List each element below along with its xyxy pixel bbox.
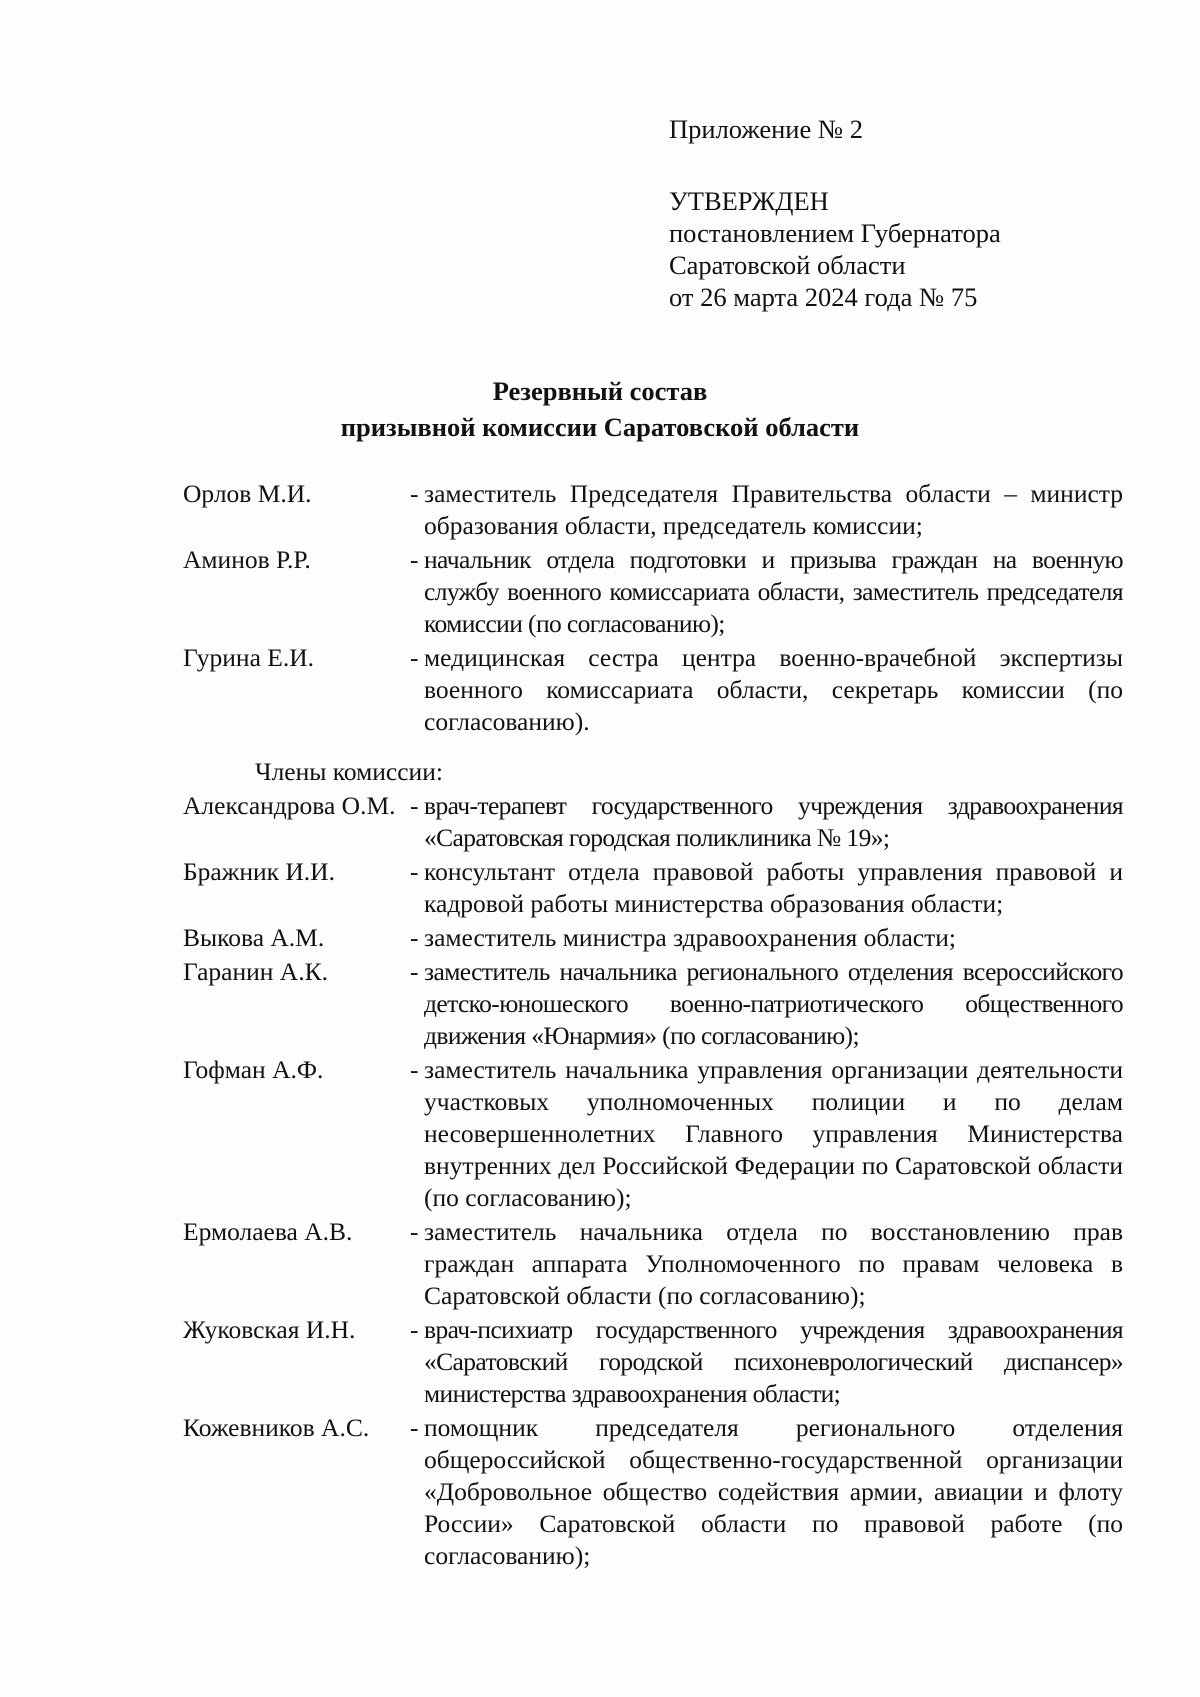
member-row	[183, 1054, 1123, 1214]
members-heading: Члены комиссии:	[255, 757, 443, 786]
dash-separator: -	[410, 1055, 419, 1084]
member-role: заместитель начальника регионального отделения всероссийского детско-юношеского военно-патриотического общественного движения «Юнармия» (по согласованию);	[424, 957, 1123, 1050]
leadership-list	[183, 478, 1123, 738]
title-line-1: Резервный состав	[492, 376, 708, 406]
dash-separator: -	[410, 545, 419, 574]
approved-label: УТВЕРЖДЕН	[669, 186, 829, 216]
member-name: Выкова А.М.	[183, 923, 325, 952]
member-name: Гурина Е.И.	[183, 643, 314, 672]
member-name: Жуковская И.Н.	[183, 1315, 356, 1344]
member-role: заместитель начальника управления организации деятельности участковых уполномоченных полиции и по делам несовершеннолетних Главного управления Министерства внутренних дел Российской Федерации по Саратовской области (по согласованию);	[424, 1055, 1123, 1212]
member-role: врач-терапевт государственного учреждения здравоохранения «Саратовская городская поликлиника № 19»;	[424, 791, 1123, 852]
member-row	[183, 922, 1123, 954]
member-name: Гофман А.Ф.	[183, 1055, 324, 1084]
dash-separator: -	[410, 1315, 419, 1344]
member-role: заместитель Председателя Правительства области – министр образования области, председатель комиссии;	[424, 479, 1123, 540]
member-role: врач-психиатр государственного учреждения здравоохранения «Саратовский городской психоневрологический диспансер» министерства здравоохранения области;	[424, 1315, 1123, 1408]
member-row	[183, 856, 1123, 920]
dash-separator: -	[410, 479, 419, 508]
dash-separator: -	[410, 857, 419, 886]
member-name: Орлов М.И.	[183, 479, 312, 508]
annex-number: Приложение № 2	[669, 114, 864, 144]
approval-region-line: Саратовской области	[669, 250, 906, 280]
member-name: Бражник И.И.	[183, 857, 335, 886]
member-row	[183, 544, 1123, 640]
member-row	[183, 1216, 1123, 1312]
approval-stamp-block	[669, 113, 1109, 313]
dash-separator: -	[410, 923, 419, 952]
dash-separator: -	[410, 1217, 419, 1246]
member-role: медицинская сестра центра военно-врачебной экспертизы военного комиссариата области, секретарь комиссии (по согласованию).	[424, 643, 1123, 736]
member-row	[183, 956, 1123, 1052]
member-name: Гаранин А.К.	[183, 957, 328, 986]
member-role: начальник отдела подготовки и призыва граждан на военную службу военного комиссариата области, заместитель председателя комиссии (по согласованию);	[424, 545, 1123, 638]
member-row	[183, 642, 1123, 738]
title-line-2: призывной комиссии Саратовской области	[340, 412, 860, 442]
member-row	[183, 1412, 1123, 1572]
approval-date-line: от 26 марта 2024 года № 75	[669, 282, 978, 312]
member-role: заместитель министра здравоохранения области;	[424, 923, 956, 952]
member-row	[183, 1314, 1123, 1410]
document-title	[0, 373, 1200, 445]
member-name: Александрова О.М.	[183, 791, 396, 820]
member-role: заместитель начальника отдела по восстановлению прав граждан аппарата Уполномоченного по правам человека в Саратовской области (по согласованию);	[424, 1217, 1123, 1310]
dash-separator: -	[410, 1413, 419, 1442]
members-list	[183, 790, 1123, 1572]
member-name: Ермолаева А.В.	[183, 1217, 353, 1246]
member-row	[183, 478, 1123, 542]
member-role: помощник председателя регионального отделения общероссийской общественно-государственной организации «Добровольное общество содействия армии, авиации и флоту России» Саратовской области по правовой работе (по согласованию);	[424, 1413, 1123, 1570]
member-role: консультант отдела правовой работы управления правовой и кадровой работы министерства образования области;	[424, 857, 1123, 918]
dash-separator: -	[410, 791, 419, 820]
member-name: Аминов Р.Р.	[183, 545, 311, 574]
dash-separator: -	[410, 643, 419, 672]
member-name: Кожевников А.С.	[183, 1413, 370, 1442]
member-row	[183, 790, 1123, 854]
dash-separator: -	[410, 957, 419, 986]
approval-resolution-line: постановлением Губернатора	[669, 218, 1001, 248]
